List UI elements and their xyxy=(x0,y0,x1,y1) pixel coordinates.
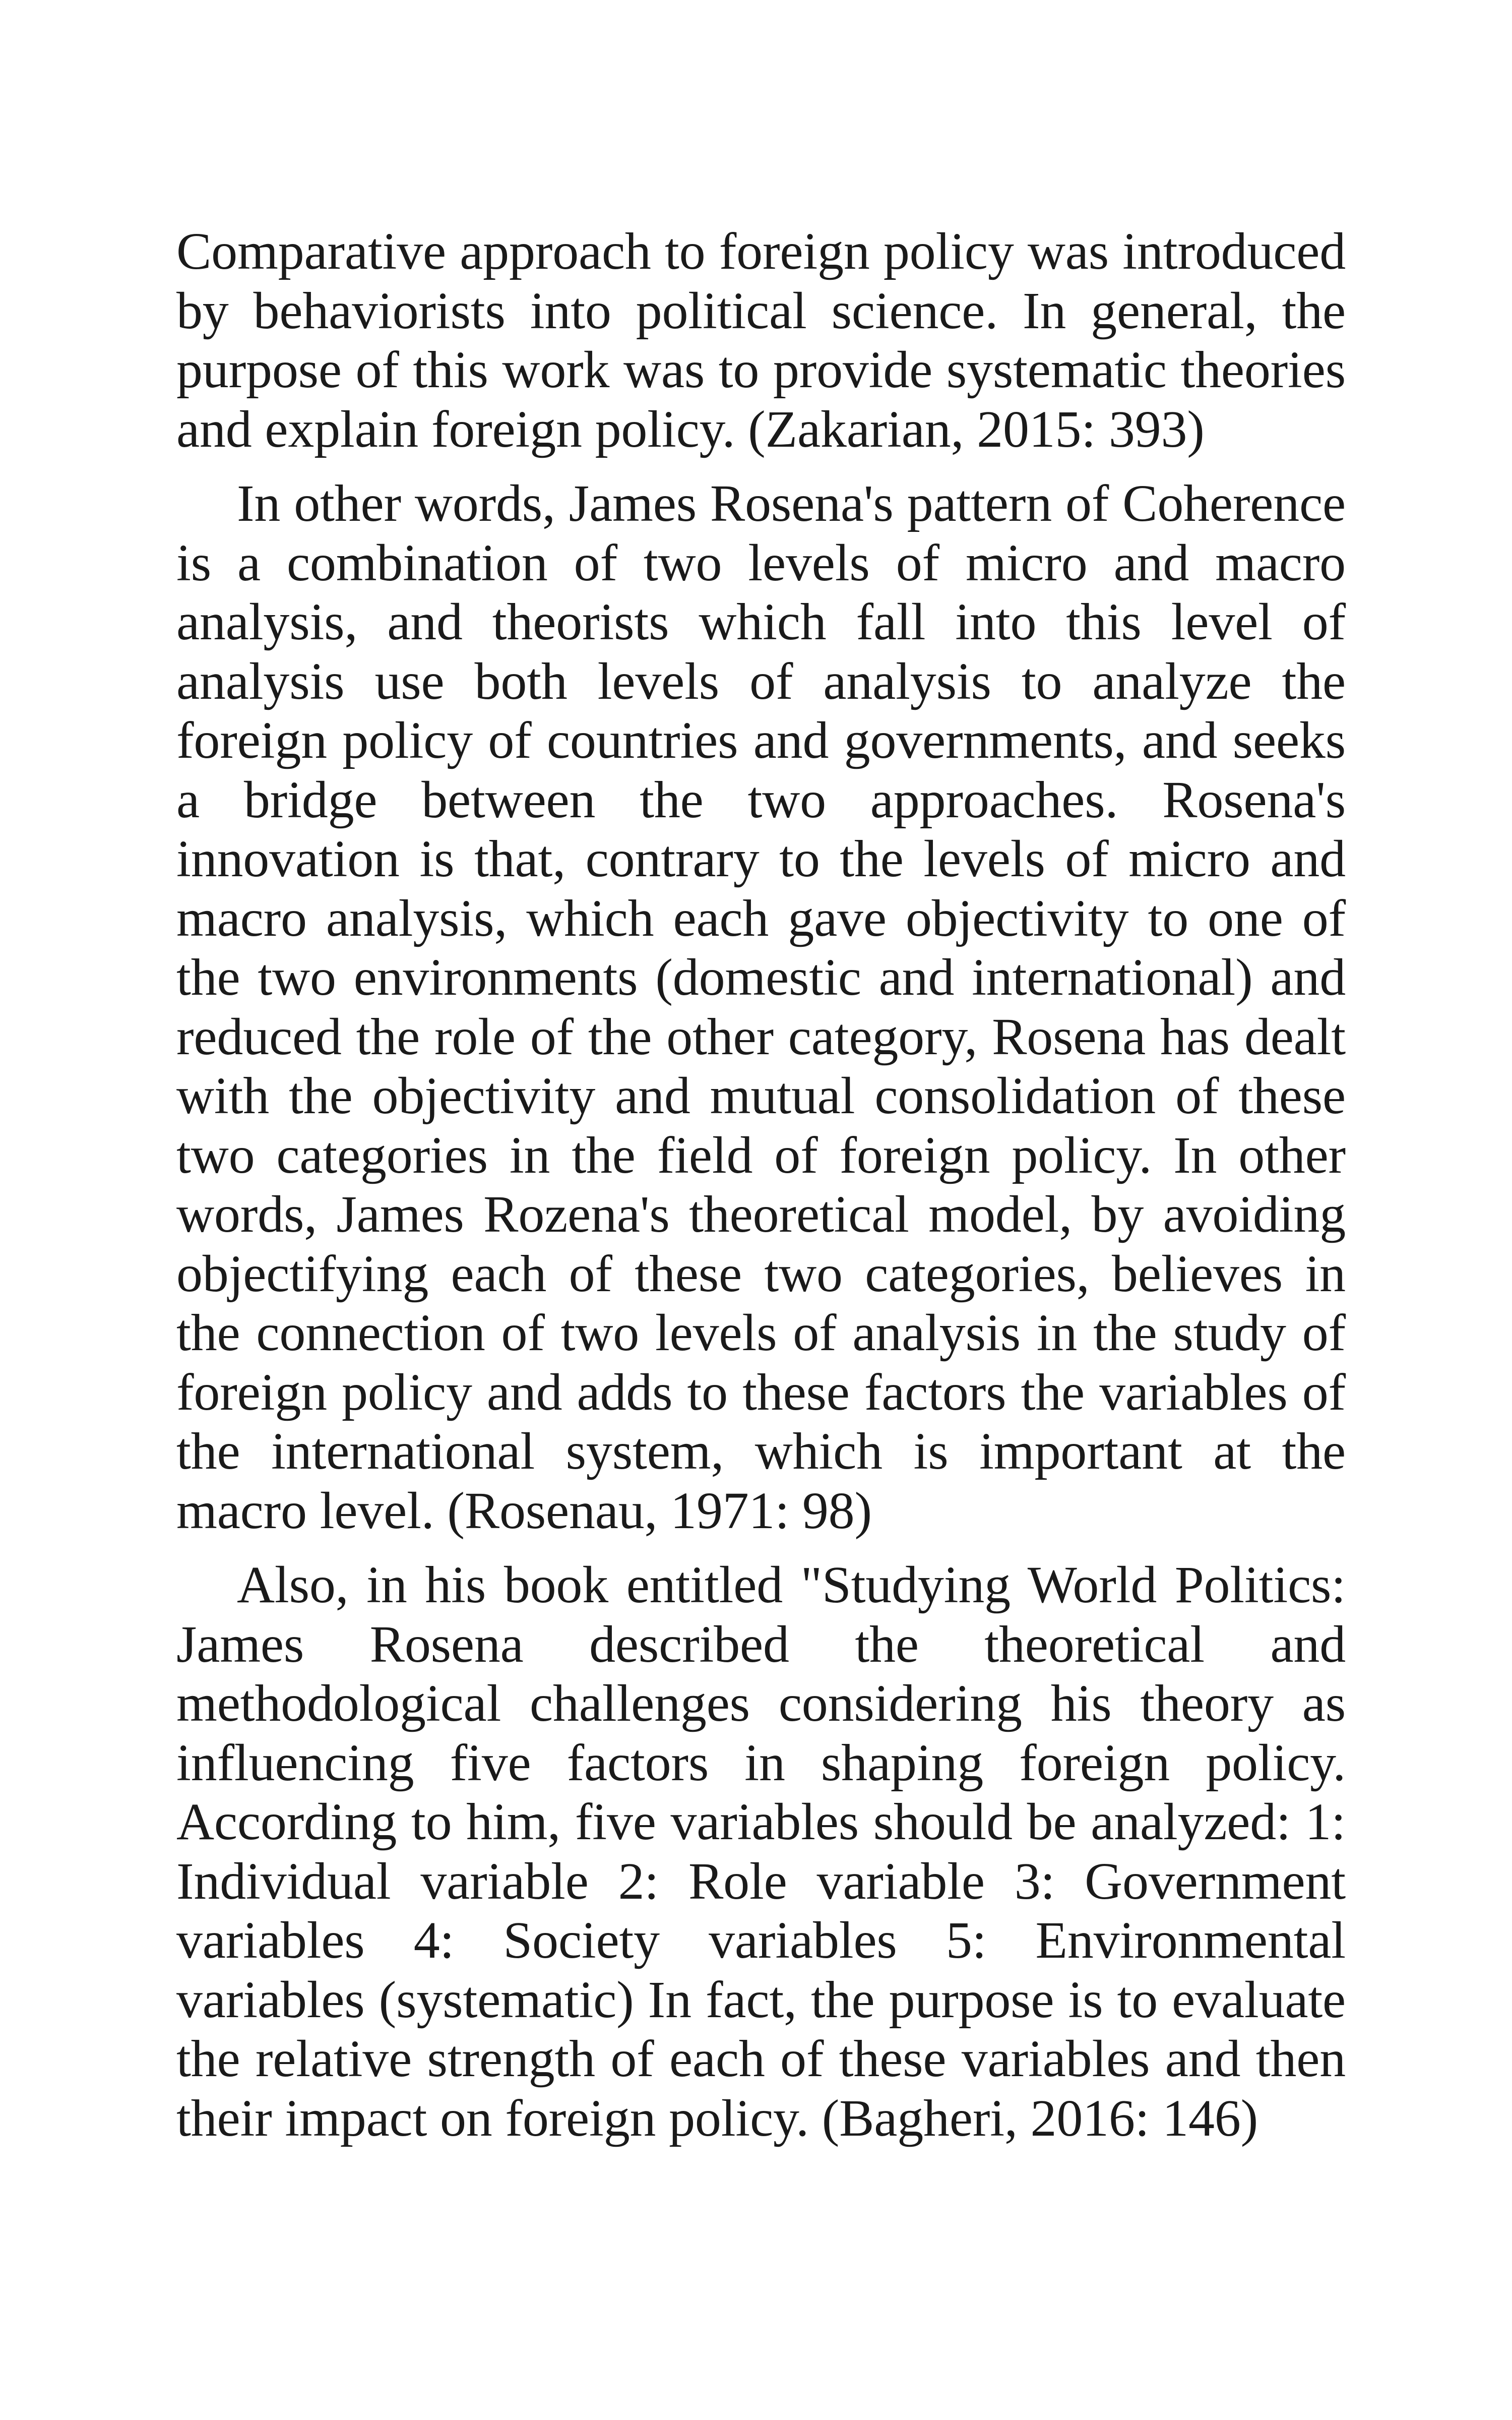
paragraph-1: Comparative approach to foreign policy was introduced by behaviorists into political science. In general, the purpose of this work was to provide systematic theories and explain foreign policy. (Zakarian, 2015: 393) xyxy=(176,222,1346,458)
paragraph-3: Also, in his book entitled "Studying World Politics: James Rosena described the theoretical and methodological challenges considering his theory as influencing five factors in shaping foreign policy. According to him, five variables should be analyzed: 1: Individual variable 2: Role variable 3: Government variables 4: Society variables 5: Environmental variables (systematic) In fact, the purpose is to evaluate the relative strength of each of these variables and then their impact on foreign policy. (Bagheri, 2016: 146) xyxy=(176,1556,1346,2147)
body-text xyxy=(176,222,1346,2163)
paragraph-2: In other words, James Rosena's pattern of Coherence is a combination of two levels of micro and macro analysis, and theorists which fall into this level of analysis use both levels of analysis to analyze the foreign policy of countries and governments, and seeks a bridge between the two approaches. Rosena's innovation is that, contrary to the levels of micro and macro analysis, which each gave objectivity to one of the two environments (domestic and international) and reduced the role of the other category, Rosena has dealt with the objectivity and mutual consolidation of these two categories in the field of foreign policy. In other words, James Rozena's theoretical model, by avoiding objectifying each of these two categories, believes in the connection of two levels of analysis in the study of foreign policy and adds to these factors the variables of the international system, which is important at the macro level. (Rosenau, 1971: 98) xyxy=(176,474,1346,1540)
